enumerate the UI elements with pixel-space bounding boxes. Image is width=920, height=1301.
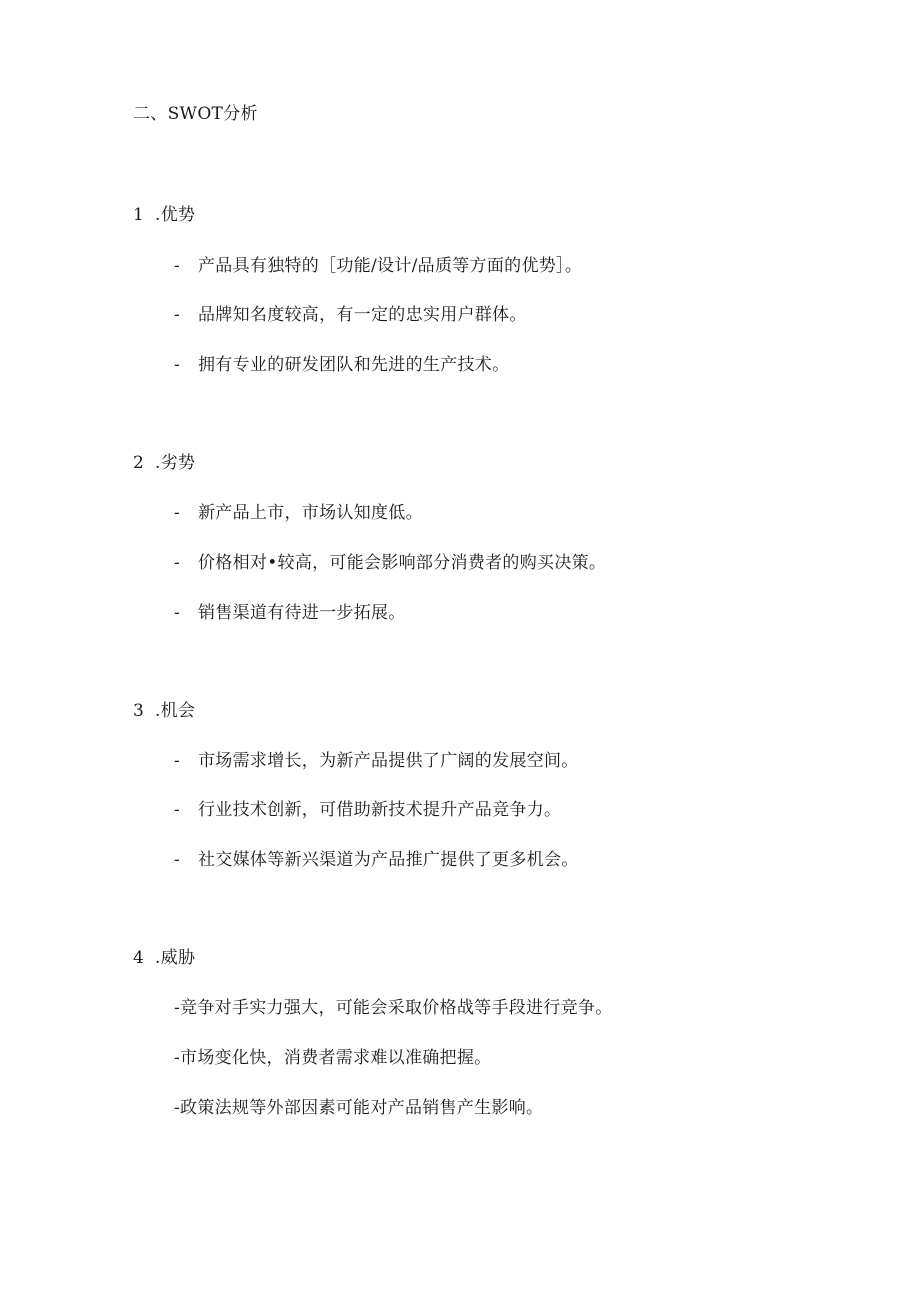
dash-marker: - bbox=[174, 355, 181, 375]
dash-marker: - bbox=[174, 850, 181, 870]
list-item: -政策法规等外部因素可能对产品销售产生影响。 bbox=[174, 1098, 544, 1118]
list-item-text: 产品具有独特的［功能/设计/品质等方面的优势］。 bbox=[198, 256, 583, 276]
list-item: -竞争对手实力强大，可能会采取价格战等手段进行竞争。 bbox=[174, 998, 613, 1018]
list-item bbox=[174, 254, 582, 278]
dash-marker: - bbox=[174, 603, 181, 623]
list-item bbox=[174, 848, 579, 872]
list-item-text: 品牌知名度较高，有一定的忠实用户群体。 bbox=[198, 305, 527, 325]
list-item bbox=[174, 501, 423, 525]
section-title-opportunities bbox=[133, 699, 195, 723]
list-item bbox=[174, 551, 606, 575]
page-heading: 二、SWOT分析 bbox=[133, 104, 258, 124]
dash-marker: - bbox=[174, 751, 181, 771]
section-number: 2 bbox=[133, 453, 145, 473]
list-item-text: 拥有专业的研发团队和先进的生产技术。 bbox=[198, 355, 510, 375]
list-item-text: 行业技术创新，可借助新技术提升产品竞争力。 bbox=[198, 800, 562, 820]
list-item bbox=[174, 303, 527, 327]
section-title-threats bbox=[133, 946, 195, 970]
dash-marker: - bbox=[174, 256, 181, 276]
dash-marker: - bbox=[174, 553, 181, 573]
list-item bbox=[174, 749, 579, 773]
list-item bbox=[174, 798, 561, 822]
list-item bbox=[174, 601, 406, 625]
dash-marker: - bbox=[174, 503, 181, 523]
list-item: -市场变化快，消费者需求难以准确把握。 bbox=[174, 1048, 492, 1068]
list-item bbox=[174, 353, 509, 377]
list-item-text: 社交媒体等新兴渠道为产品推广提供了更多机会。 bbox=[198, 850, 579, 870]
section-number: 1 bbox=[133, 205, 145, 225]
section-title-strengths bbox=[133, 203, 195, 227]
list-item-text: 新产品上市，市场认知度低。 bbox=[198, 503, 423, 523]
section-label: .威胁 bbox=[155, 948, 196, 968]
dash-marker: - bbox=[174, 800, 181, 820]
list-item-text: 价格相对•较高，可能会影响部分消费者的购买决策。 bbox=[198, 553, 607, 573]
section-number: 3 bbox=[133, 701, 145, 721]
section-label: .机会 bbox=[155, 701, 196, 721]
list-item-text: 销售渠道有待进一步拓展。 bbox=[198, 603, 406, 623]
section-label: .优势 bbox=[155, 205, 196, 225]
section-title-weaknesses bbox=[133, 451, 195, 475]
section-number: 4 bbox=[133, 948, 145, 968]
section-label: .劣势 bbox=[155, 453, 196, 473]
list-item-text: 市场需求增长，为新产品提供了广阔的发展空间。 bbox=[198, 751, 579, 771]
dash-marker: - bbox=[174, 305, 181, 325]
